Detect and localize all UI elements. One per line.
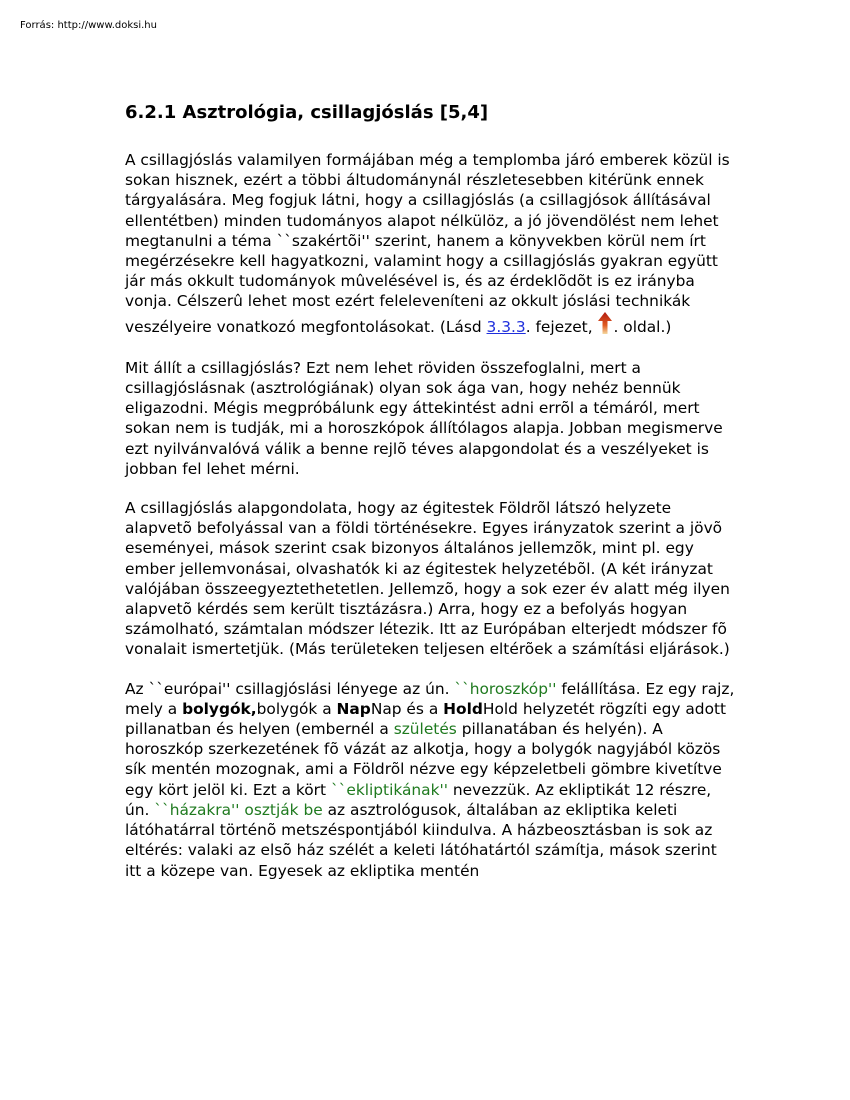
p4-text-4: Nap és a (370, 699, 444, 718)
term-szuletes[interactable]: születés (393, 720, 457, 739)
term-horoszkop[interactable]: ``horoszkóp'' (454, 679, 557, 698)
p4-text-3: bolygók a (256, 699, 337, 718)
paragraph-2: Mit állít a csillagjóslás? Ezt nem lehet röviden összefoglalni, mert a csillagjóslásnak (asztrológiának) olyan sok ága van, hogy nehéz bennük eligazodni. Mégis megpróbálunk egy áttekintést adni errõl a témáról, mert sokan nem is tudják, mi a horoszkópok állítólagos alapja. Jobban megismerve ezt nyilvánvalóvá válik a benne rejlõ téves alapgondolat és a veszélyeket is jobban fel lehet mérni. (125, 358, 723, 478)
paragraph-1-after-link: . fejezet, (525, 317, 598, 336)
term-hold: Hold (443, 699, 483, 718)
document-body (125, 100, 735, 900)
section-heading: 6.2.1 Asztrológia, csillagjóslás [5,4] (125, 102, 489, 123)
source-line: Forrás: http://www.doksi.hu (20, 20, 157, 31)
p4-text-1: Az ``európai'' csillagjóslási lényege az ún. (125, 679, 455, 698)
paragraph-4 (125, 679, 735, 881)
up-arrow-icon[interactable] (598, 312, 612, 339)
term-hazak[interactable]: ``házakra'' osztják be (154, 800, 323, 819)
term-nap: Nap (336, 699, 371, 718)
p4-text-2: felállítása. Ez egy rajz, mely a (125, 679, 735, 718)
paragraph-1-text: A csillagjóslás valamilyen formájában még a templomba járó emberek közül is sokan hisznek, ezért a többi áltudománynál részletesebben kitérünk ennek tárgyalására. Meg fogjuk látni, hogy a csillagjóslás (a csillagjósok állításával ellentétben) minden tudományos alapot nélkülöz, a jó jövendölést nem lehet megtanulni a téma ``szakértõi'' szerint, hanem a könyvekben körül nem írt megérzésekre kell hagyatkozni, valamint hogy a csillagjóslás gyakran együtt jár más okkult tudományok mûvelésével is, és az érdeklõdõt is ez irányba vonja. Célszerû lehet most ezért feleleveníteni az okkult jóslási technikák veszélyeire vonatkozó megfontolásokat. (Lásd (125, 151, 730, 336)
paragraph-1-tail: . oldal.) (613, 317, 672, 336)
p4-text-8: az asztrológusok, általában az ekliptika keleti látóhatárral történõ metszéspontjából kiindulva. A házbeosztásban is sok az eltérés: valaki az elsõ ház szélét a keleti látóhatártól számítja, mások szerint itt a közepe van. Egyesek az ekliptika mentén (125, 800, 717, 880)
term-bolygok: bolygók, (182, 699, 257, 718)
paragraph-3: A csillagjóslás alapgondolata, hogy az égitestek Földrõl látszó helyzete alapvetõ befolyással van a földi történésekre. Egyes irányzatok szerint a jövõ eseményei, mások szerint csak bizonyos általános jellemzõk, mint pl. egy ember jellemvonásai, olvashatók ki az égitestek helyzetébõl. (A két irányzat valójában összeegyeztethetetlen. Jellemzõ, hogy a sok ezer év alatt még ilyen alapvetõ kérdés sem került tisztázásra.) Arra, hogy ez a befolyás hogyan számolható, számtalan módszer létezik. Itt az Európában elterjedt módszer fõ vonalait ismertetjük. (Más területeken teljesen eltérõek a számítási eljárások.) (125, 499, 730, 659)
p4-text-5: Hold helyzetét rögzíti egy adott pillanatban és helyen (embernél a (125, 699, 727, 739)
term-ekliptika[interactable]: ``ekliptikának'' (330, 780, 448, 799)
paragraph-1 (125, 150, 735, 339)
section-link[interactable]: 3.3.3 (486, 317, 526, 336)
p4-text-6: pillanatában és helyén). A horoszkóp szerkezetének fõ vázát az alkotja, hogy a bolygók nagyjából közös sík mentén mozognak, ami a Földrõl nézve egy képzeletbeli gömbre kivetítve egy kört jelöl ki. Ezt a kört (125, 720, 722, 799)
p4-text-7: nevezzük. Az ekliptikát 12 részre, ún. (125, 780, 712, 819)
